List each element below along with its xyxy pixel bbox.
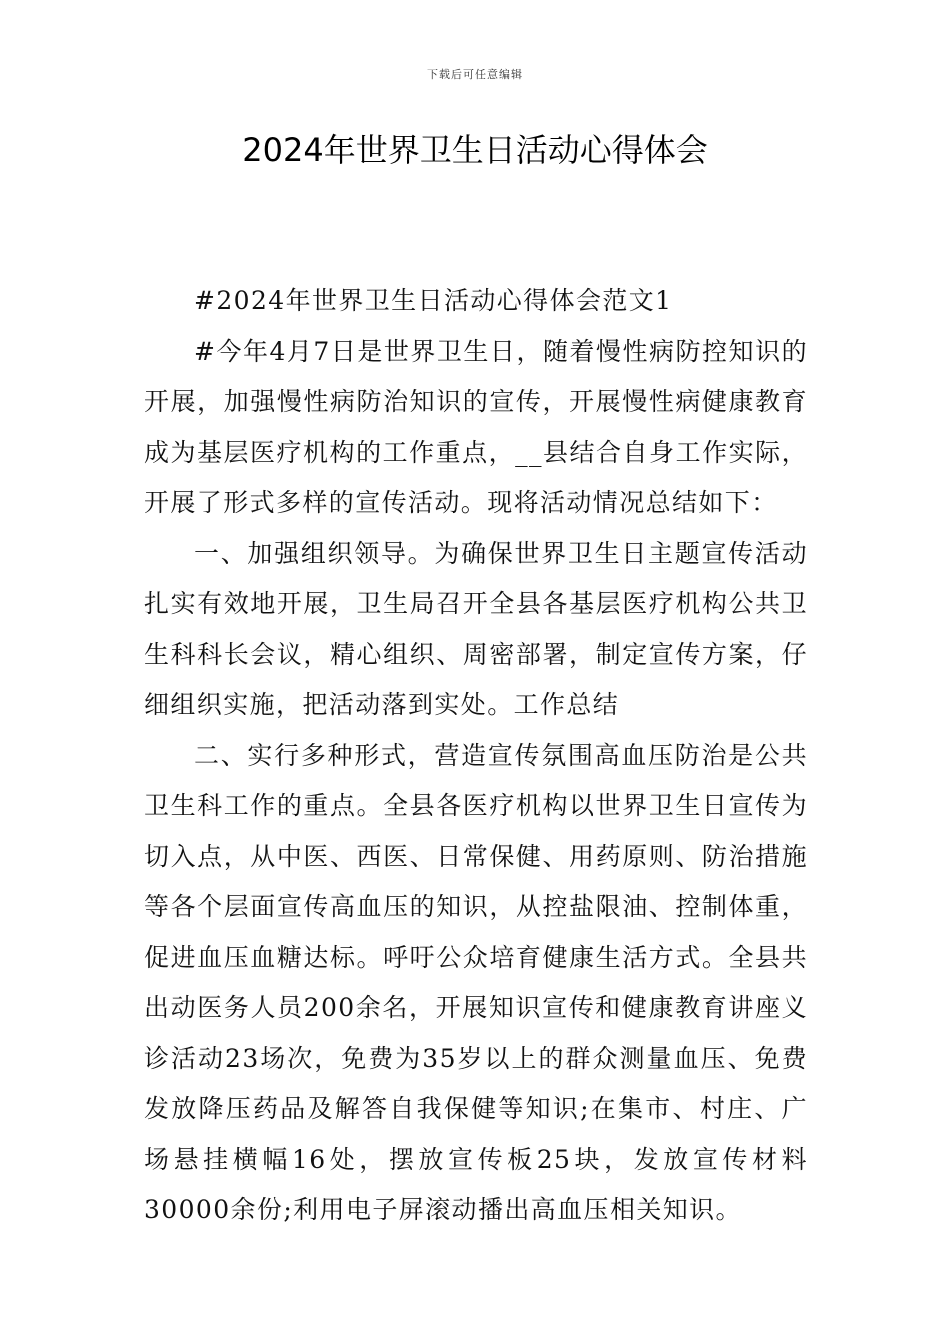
document-title: 2024年世界卫生日活动心得体会 xyxy=(242,131,708,169)
paragraph-section-2: 二、实行多种形式，营造宣传氛围高血压防治是公共卫生科工作的重点。全县各医疗机构以世界卫生日宣传为切入点，从中医、西医、日常保健、用药原则、防治措施等各个层面宣传高血压的知识，从控盐限油、控制体重，促进血压血糖达标。呼吁公众培育健康生活方式。全县共出动医务人员200余名，开展知识宣传和健康教育讲座义诊活动23场次，免费为35岁以上的群众测量血压、免费发放降压药品及解答自我保健等知识;在集市、村庄、广场悬挂横幅16处，摆放宣传板25块，发放宣传材料30000余份;利用电子屏滚动播出高血压相关知识。 xyxy=(144,740,808,1224)
paragraph-intro: #今年4月7日是世界卫生日，随着慢性病防控知识的开展，加强慢性病防治知识的宣传，开展慢性病健康教育成为基层医疗机构的工作重点，__县结合自身工作实际，开展了形式多样的宣传活动。现将活动情况总结如下： xyxy=(144,336,808,517)
document-body xyxy=(144,276,808,1236)
paragraph-heading: #2024年世界卫生日活动心得体会范文1 xyxy=(194,286,673,315)
paragraph-section-1: 一、加强组织领导。为确保世界卫生日主题宣传活动扎实有效地开展，卫生局召开全县各基层医疗机构公共卫生科科长会议，精心组织、周密部署，制定宣传方案，仔细组织实施，把活动落到实处。工作总结 xyxy=(144,538,808,719)
header-note: 下载后可任意编辑 xyxy=(427,68,523,81)
